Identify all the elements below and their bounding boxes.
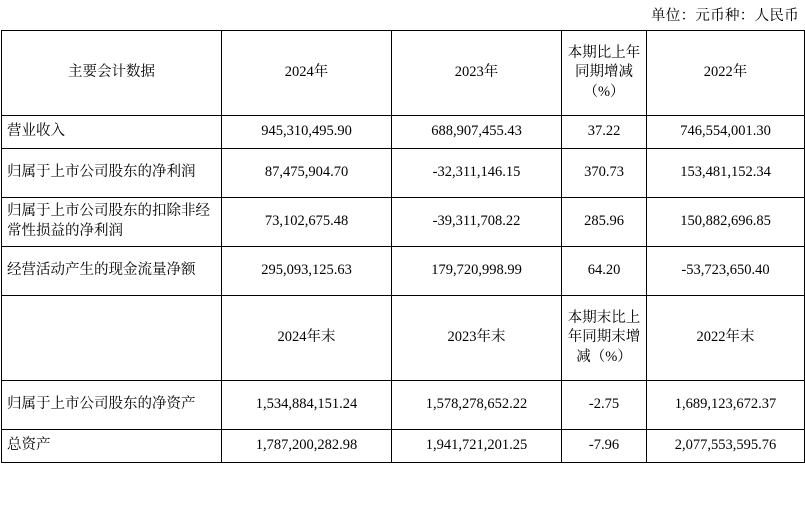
table-row [2, 149, 805, 198]
header-2023: 2023年 [392, 31, 562, 116]
cell-2024: 295,093,125.63 [222, 247, 392, 296]
row-label: 经营活动产生的现金流量净额 [2, 247, 222, 296]
cell-2022: 150,882,696.85 [647, 198, 805, 247]
table-row [2, 116, 805, 149]
header-2024: 2024年 [222, 31, 392, 116]
cell-2024: 1,534,884,151.24 [222, 381, 392, 430]
cell-2024: 87,475,904.70 [222, 149, 392, 198]
cell-change: 285.96 [562, 198, 647, 247]
row-label: 归属于上市公司股东的净资产 [2, 381, 222, 430]
row-label: 营业收入 [2, 116, 222, 149]
cell-2022: 1,689,123,672.37 [647, 381, 805, 430]
cell-2023: 1,578,278,652.22 [392, 381, 562, 430]
table-header-row-period-end [2, 296, 805, 381]
header-2023-end: 2023年末 [392, 296, 562, 381]
table-row [2, 381, 805, 430]
header-2024-end: 2024年末 [222, 296, 392, 381]
cell-change: 370.73 [562, 149, 647, 198]
header-yoy-change: 本期比上年同期增减（%） [562, 31, 647, 116]
table-header-row-annual [2, 31, 805, 116]
cell-2022: 2,077,553,595.76 [647, 430, 805, 463]
cell-2024: 945,310,495.90 [222, 116, 392, 149]
table-row [2, 247, 805, 296]
cell-change: 37.22 [562, 116, 647, 149]
cell-2023: -32,311,146.15 [392, 149, 562, 198]
cell-2023: 688,907,455.43 [392, 116, 562, 149]
cell-2022: 153,481,152.34 [647, 149, 805, 198]
header-2022: 2022年 [647, 31, 805, 116]
row-label: 总资产 [2, 430, 222, 463]
unit-note: 单位：元币种：人民币 [651, 8, 799, 24]
row-label: 归属于上市公司股东的扣除非经常性损益的净利润 [2, 198, 222, 247]
cell-2023: 1,941,721,201.25 [392, 430, 562, 463]
cell-2022: 746,554,001.30 [647, 116, 805, 149]
cell-change: 64.20 [562, 247, 647, 296]
table-row [2, 198, 805, 247]
header-period-end-change: 本期末比上年同期末增减（%） [562, 296, 647, 381]
cell-2022: -53,723,650.40 [647, 247, 805, 296]
header-metric-name-empty [2, 296, 222, 381]
header-2022-end: 2022年末 [647, 296, 805, 381]
cell-change: -7.96 [562, 430, 647, 463]
header-metric-name: 主要会计数据 [2, 31, 222, 116]
cell-2023: -39,311,708.22 [392, 198, 562, 247]
cell-change: -2.75 [562, 381, 647, 430]
cell-2024: 73,102,675.48 [222, 198, 392, 247]
main-financial-table [1, 30, 805, 463]
cell-2023: 179,720,998.99 [392, 247, 562, 296]
table-row [2, 430, 805, 463]
row-label: 归属于上市公司股东的净利润 [2, 149, 222, 198]
cell-2024: 1,787,200,282.98 [222, 430, 392, 463]
